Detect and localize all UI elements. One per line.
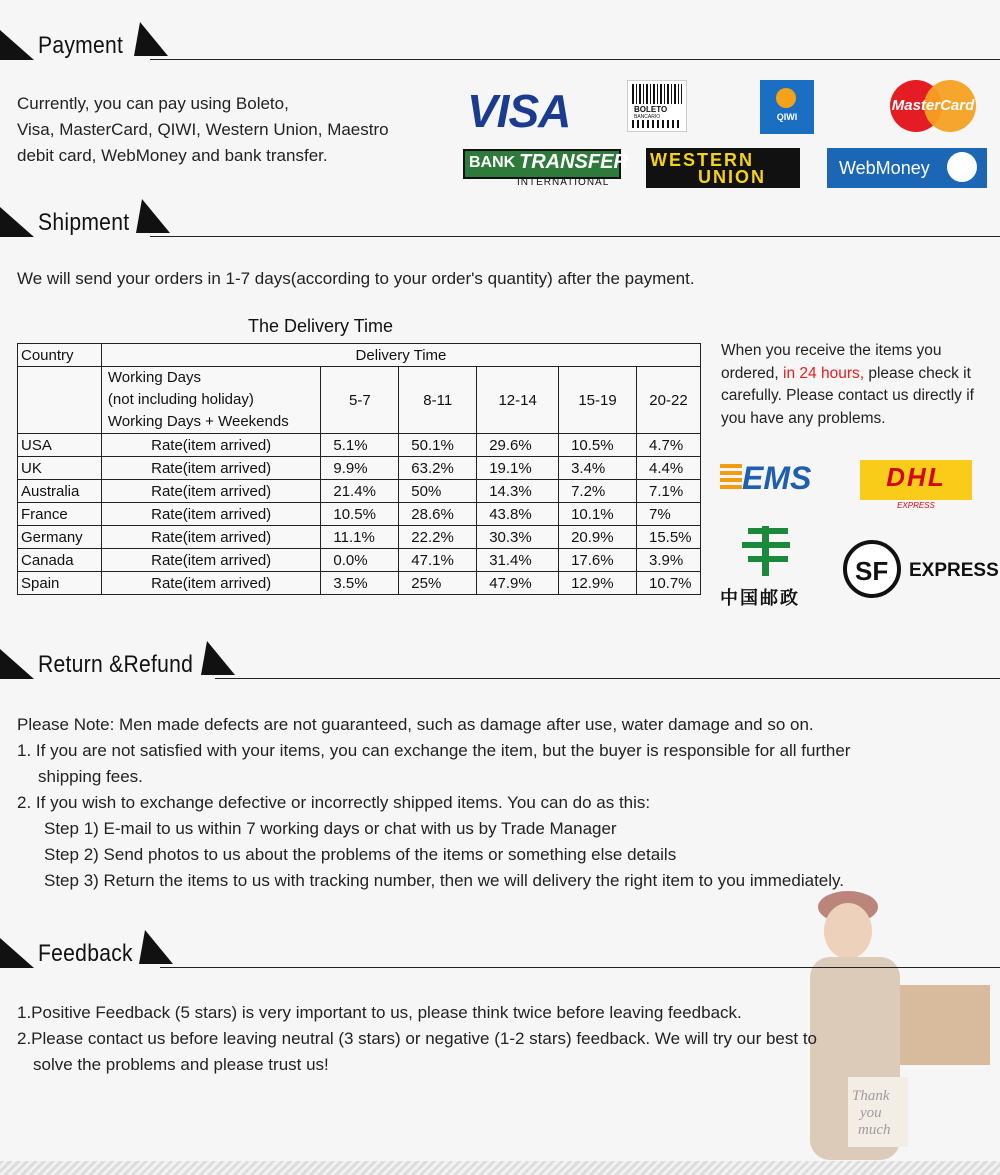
- rate-value-cell: 47.1%: [399, 549, 477, 572]
- you-label: you: [860, 1105, 882, 1121]
- ems-wing-icon: [720, 464, 742, 492]
- rate-value-cell: 5.1%: [321, 434, 399, 457]
- range-cell: 20-22: [636, 367, 700, 434]
- payment-line: Visa, MasterCard, QIWI, Western Union, Maestro: [17, 120, 389, 139]
- boleto-logo: [627, 80, 687, 132]
- table-row: [18, 572, 701, 595]
- rate-label-cell: Rate(item arrived): [101, 572, 320, 595]
- range-cell: 15-19: [559, 367, 637, 434]
- table-header-row: [18, 344, 701, 367]
- header-rule: [150, 59, 1000, 60]
- country-cell: UK: [18, 457, 102, 480]
- international-label: INTERNATIONAL: [517, 177, 610, 188]
- working-days-line: (not including holiday): [107, 391, 254, 408]
- ems-label: EMS: [742, 460, 812, 496]
- western-union-logo: [646, 148, 800, 188]
- range-cell: 12-14: [477, 367, 559, 434]
- table-range-row: [18, 367, 701, 434]
- shipment-title: Shipment: [38, 209, 130, 236]
- rate-value-cell: 7.2%: [559, 480, 637, 503]
- thank-label: Thank: [852, 1088, 890, 1104]
- bank-transfer-logo: [463, 149, 628, 189]
- empty-cell: [18, 367, 102, 434]
- note-text: please check it carefully. Please contact us directly if you have any problems.: [721, 364, 974, 427]
- mastercard-label: MasterCard: [891, 97, 975, 114]
- western-label: WESTERN: [650, 150, 754, 170]
- table-row: [18, 434, 701, 457]
- refund-line: Please Note: Men made defects are not guaranteed, such as damage after use, water damage and so on.: [17, 715, 814, 734]
- table-row: [18, 457, 701, 480]
- dhl-logo: [860, 460, 972, 510]
- range-cell: 8-11: [399, 367, 477, 434]
- mastercard-logo: [890, 80, 976, 134]
- rate-value-cell: 11.1%: [321, 526, 399, 549]
- ems-logo: [720, 460, 820, 498]
- note-highlight: in 24 hours,: [778, 364, 865, 382]
- table-body: [18, 434, 701, 595]
- working-days-cell: [101, 367, 320, 434]
- rate-value-cell: 3.5%: [321, 572, 399, 595]
- rate-label-cell: Rate(item arrived): [101, 503, 320, 526]
- header-right-triangle: [139, 930, 173, 968]
- header-right-triangle: [136, 199, 170, 237]
- rate-label-cell: Rate(item arrived): [101, 526, 320, 549]
- refund-title: Return &Refund: [38, 651, 194, 678]
- rate-value-cell: 29.6%: [477, 434, 559, 457]
- rate-value-cell: 30.3%: [477, 526, 559, 549]
- country-cell: Australia: [18, 480, 102, 503]
- rate-value-cell: 43.8%: [477, 503, 559, 526]
- rate-value-cell: 3.9%: [636, 549, 700, 572]
- country-cell: Canada: [18, 549, 102, 572]
- rate-value-cell: 17.6%: [559, 549, 637, 572]
- refund-line: Step 1) E-mail to us within 7 working days or chat with us by Trade Manager: [44, 819, 617, 838]
- payment-line: Currently, you can pay using Boleto,: [17, 94, 289, 113]
- bank-label: BANK: [469, 154, 516, 171]
- transfer-label: TRANSFER: [519, 151, 628, 173]
- china-post-logo: [720, 522, 812, 608]
- rate-value-cell: 25%: [399, 572, 477, 595]
- feedback-text: [17, 1000, 992, 1078]
- rate-value-cell: 63.2%: [399, 457, 477, 480]
- working-days-line: Working Days: [107, 369, 202, 386]
- delivery-time-header: Delivery Time: [101, 344, 700, 367]
- rate-value-cell: 10.5%: [321, 503, 399, 526]
- feedback-line: 2.Please contact us before leaving neutral (3 stars) or negative (1-2 stars) feedback. We will try our best to: [17, 1029, 818, 1048]
- qiwi-label: QIWI: [776, 112, 798, 122]
- qiwi-logo: [760, 80, 814, 134]
- boleto-label: BOLETO: [634, 105, 668, 114]
- header-left-triangle: [0, 30, 34, 60]
- header-right-triangle: [201, 641, 235, 679]
- dhl-sub-label: EXPRESS: [897, 501, 935, 510]
- table-row: [18, 503, 701, 526]
- rate-value-cell: 20.9%: [559, 526, 637, 549]
- rate-value-cell: 50%: [399, 480, 477, 503]
- header-right-triangle: [134, 22, 168, 60]
- dhl-label: DHL: [886, 462, 946, 492]
- rate-value-cell: 15.5%: [636, 526, 700, 549]
- working-days-line: Working Days + Weekends: [107, 413, 289, 430]
- sf-label: SF: [855, 556, 889, 586]
- rate-value-cell: 22.2%: [399, 526, 477, 549]
- payment-title: Payment: [38, 32, 124, 59]
- table-row: [18, 549, 701, 572]
- country-header: Country: [18, 344, 102, 367]
- rate-label-cell: Rate(item arrived): [101, 434, 320, 457]
- refund-line: shipping fees.: [38, 767, 143, 786]
- rate-value-cell: 50.1%: [399, 434, 477, 457]
- sf-express-label: EXPRESS: [909, 560, 999, 581]
- header-rule: [215, 678, 1000, 679]
- rate-value-cell: 47.9%: [477, 572, 559, 595]
- header-left-triangle: [0, 207, 34, 237]
- note-text: When you receive the items you ordered,: [721, 342, 942, 382]
- visa-logo: VISA: [467, 85, 571, 137]
- feedback-line: solve the problems and please trust us!: [33, 1055, 329, 1074]
- bottom-bar: [0, 1161, 1000, 1175]
- country-cell: Germany: [18, 526, 102, 549]
- rate-value-cell: 7%: [636, 503, 700, 526]
- feedback-header: [0, 934, 1000, 974]
- globe-icon: [947, 152, 977, 182]
- rate-value-cell: 21.4%: [321, 480, 399, 503]
- header-rule: [150, 236, 1000, 237]
- refund-text: [17, 712, 992, 894]
- rate-value-cell: 10.5%: [559, 434, 637, 457]
- header-left-triangle: [0, 649, 34, 679]
- inspection-note: [721, 340, 996, 430]
- rate-label-cell: Rate(item arrived): [101, 457, 320, 480]
- table-row: [18, 480, 701, 503]
- rate-label-cell: Rate(item arrived): [101, 480, 320, 503]
- rate-value-cell: 4.4%: [636, 457, 700, 480]
- shipment-text: We will send your orders in 1-7 days(according to your order's quantity) after the payment.: [17, 269, 695, 288]
- china-post-label: 中国邮政: [720, 588, 800, 608]
- webmoney-logo: [827, 148, 987, 188]
- boleto-sub-label: BANCARIO: [634, 114, 661, 120]
- rate-value-cell: 31.4%: [477, 549, 559, 572]
- rate-value-cell: 4.7%: [636, 434, 700, 457]
- sf-circle: [843, 540, 901, 598]
- country-cell: Spain: [18, 572, 102, 595]
- shipment-header: [0, 203, 1000, 243]
- rate-label-cell: Rate(item arrived): [101, 549, 320, 572]
- china-post-icon: [738, 522, 794, 578]
- country-cell: USA: [18, 434, 102, 457]
- payment-text: [17, 91, 389, 169]
- rate-value-cell: 10.7%: [636, 572, 700, 595]
- much-label: much: [858, 1122, 891, 1138]
- refund-line: 2. If you wish to exchange defective or incorrectly shipped items. You can do as this:: [17, 793, 651, 812]
- refund-line: 1. If you are not satisfied with your items, you can exchange the item, but the buyer is responsible for all further: [17, 741, 851, 760]
- country-cell: France: [18, 503, 102, 526]
- refund-line: Step 3) Return the items to us with tracking number, then we will delivery the right item to you immediately.: [44, 871, 844, 890]
- rate-value-cell: 14.3%: [477, 480, 559, 503]
- union-label: UNION: [698, 167, 766, 187]
- payment-header: [0, 26, 1000, 66]
- payment-line: debit card, WebMoney and bank transfer.: [17, 146, 328, 165]
- refund-line: Step 2) Send photos to us about the problems of the items or something else details: [44, 845, 677, 864]
- table-row: [18, 526, 701, 549]
- refund-header: [0, 645, 1000, 685]
- header-left-triangle: [0, 938, 34, 968]
- rate-value-cell: 7.1%: [636, 480, 700, 503]
- rate-value-cell: 19.1%: [477, 457, 559, 480]
- header-rule: [160, 967, 1000, 968]
- rate-value-cell: 28.6%: [399, 503, 477, 526]
- delivery-time-table: [17, 343, 701, 595]
- delivery-table-title: The Delivery Time: [248, 316, 394, 336]
- feedback-line: 1.Positive Feedback (5 stars) is very important to us, please think twice before leaving feedback.: [17, 1003, 742, 1022]
- rate-value-cell: 9.9%: [321, 457, 399, 480]
- webmoney-label: WebMoney: [839, 158, 930, 178]
- rate-value-cell: 3.4%: [559, 457, 637, 480]
- feedback-title: Feedback: [38, 940, 133, 967]
- range-cell: 5-7: [321, 367, 399, 434]
- rate-value-cell: 12.9%: [559, 572, 637, 595]
- rate-value-cell: 10.1%: [559, 503, 637, 526]
- rate-value-cell: 0.0%: [321, 549, 399, 572]
- sf-express-logo: [843, 540, 999, 604]
